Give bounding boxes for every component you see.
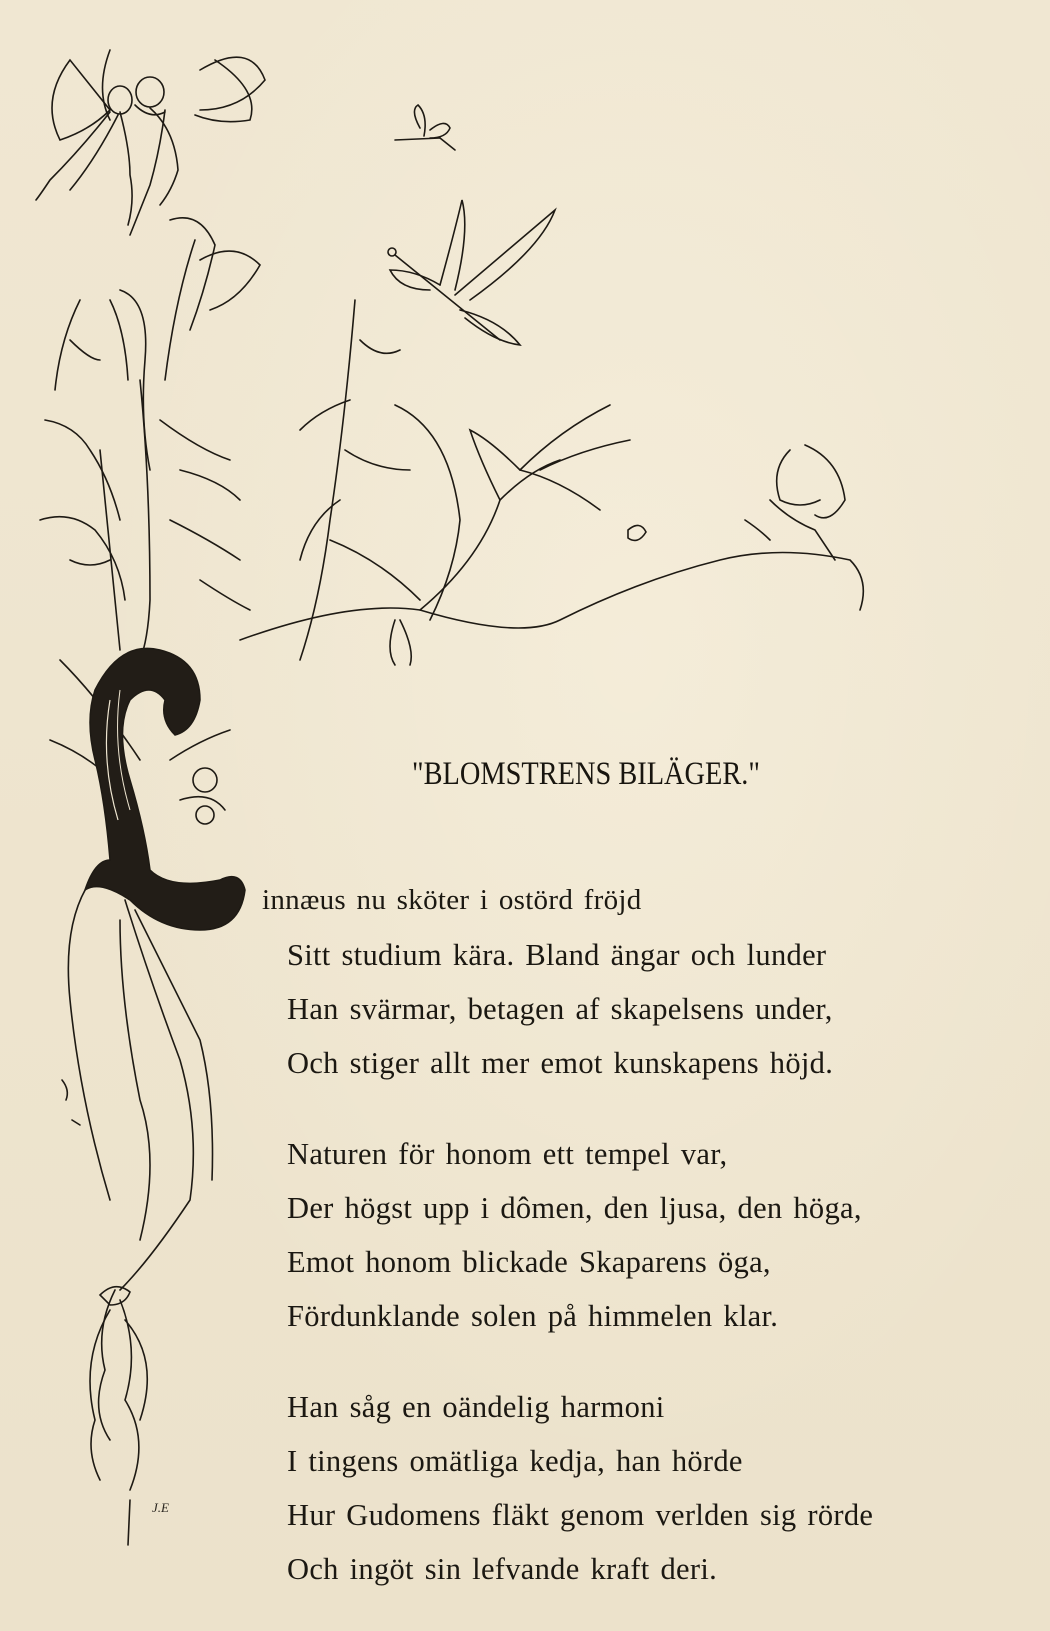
poem-line: Naturen för honom ett tempel var, bbox=[287, 1137, 728, 1171]
flower-stems-drawing bbox=[40, 218, 863, 824]
poem-line: Han svärmar, betagen af skapelsens under, bbox=[287, 992, 833, 1026]
poem-line: Hur Gudomens fläkt genom verlden sig rörde bbox=[287, 1498, 874, 1532]
poem-line: I tingens omätliga kedja, han hörde bbox=[287, 1444, 743, 1478]
poem-line: Emot honom blickade Skaparens öga, bbox=[287, 1245, 771, 1279]
first-line-after-drop-cap: innæus nu sköter i ostörd fröjd bbox=[262, 884, 642, 916]
poem-line: Fördunklande solen på himmelen klar. bbox=[287, 1299, 779, 1333]
butterfly-drawing bbox=[745, 445, 845, 560]
poem-line: Sitt studium kära. Bland ängar och lunder bbox=[287, 938, 827, 972]
poem-line: Han såg en oändelig harmoni bbox=[287, 1390, 665, 1424]
dragonfly-drawing bbox=[388, 200, 555, 345]
poem-line: Och ingöt sin lefvande kraft deri. bbox=[287, 1552, 718, 1586]
illustrator-signature: J.E bbox=[152, 1500, 169, 1515]
poem-title: "BLOMSTRENS BILÄGER." bbox=[412, 756, 760, 792]
iris-drop-cap-drawing bbox=[85, 648, 245, 930]
poem-line: Der högst upp i dômen, den ljusa, den höga, bbox=[287, 1191, 862, 1225]
roots-drawing bbox=[62, 860, 213, 1545]
poem-line: Och stiger allt mer emot kunskapens höjd. bbox=[287, 1046, 834, 1080]
cherubs-drawing bbox=[36, 50, 265, 235]
fly-drawing bbox=[395, 105, 455, 150]
